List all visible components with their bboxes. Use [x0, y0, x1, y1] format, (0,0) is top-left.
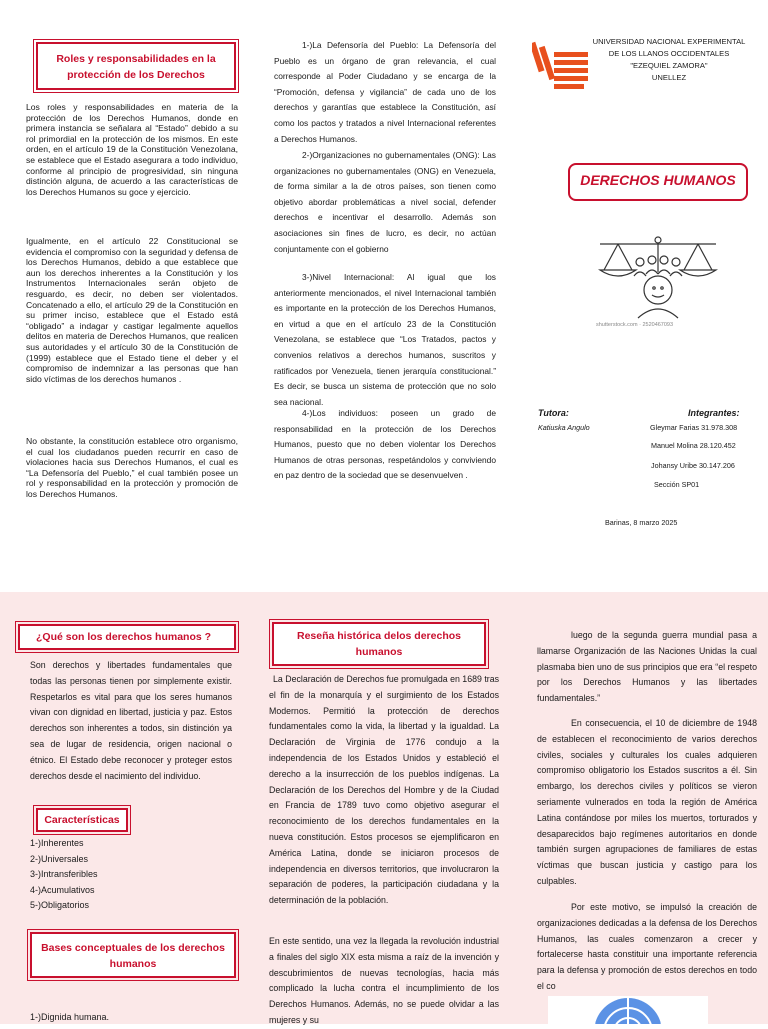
history-paragraph-3: luego de la segunda guerra mundial pasa a llamarse Organización de las Naciones Unidas la cual plasmaba bien uno de sus principios que era “el respeto por los Derechos Humanos y las libertades fundamentales.”	[537, 630, 757, 704]
roles-paragraph-3: No obstante, la constitución establece otro organismo, el cual los ciudadanos pueden recurrir en caso de violaciones hacia sus Derechos Humanos, el cual es “La Defensoría del Pueblo,” el cual también posee un rol y responsabilidad en la protección y promoción de los Derechos Humanos.	[26, 436, 238, 499]
university-header	[578, 36, 760, 84]
cover-title-box	[568, 163, 748, 201]
history-paragraph-1: La Declaración de Derechos fue promulgada en 1689 tras el fin de la monarquía y el surgimiento de los Estados Modernos. Permitió la protección de derechos fundamentales como la vida, la libertad y la igualdad. La Declaración de Virginia de 1776 condujo a la independencia de los Estados Unidos y estableció el derecho a la insurrección de los pueblos indígenas. La Declaración de los Derechos del Hombre y de la Ciudad en Francia de 1789 tuvo como objetivo asegurar el reconocimiento de los derechos fundamentales en la nueva constitución. Estos procesos se ejemplificaron en América Latina, donde se iniciaron procesos de independencia en diversos territorios, que involucraron la separación de poderes, la participación ciudadana y la determinación de la población.	[269, 674, 499, 906]
bases-first-item: 1-)Dignida humana.	[30, 1012, 110, 1022]
history-heading: Reseña histórica delos derechos humanos	[297, 630, 461, 658]
bases-heading-box	[30, 932, 236, 978]
university-line-3: "EZEQUIEL ZAMORA"	[630, 61, 708, 70]
university-line-2: DE LOS LLANOS OCCIDENTALES	[608, 49, 730, 58]
what-are-rights-heading: ¿Qué son los derechos humanos ?	[36, 631, 212, 643]
member-1: Gleymar Farias 31.978.308	[650, 423, 738, 432]
col2-paragraph-3: 3-)Nivel Internacional: Al igual que los anteriormente mencionados, el nivel Internacional también es importante en la protección de los Derechos Humanos, en virtud a que en el artículo 23 de la Constitución Venezolana, se establece que “Los Tratados, pactos y convenios relativos a derechos humanos, suscritos y ratificados por Venezuela, tienen jerarquía constitucional.” Es decir, se busca un sistema de protección que no solo sea nacional.	[274, 272, 496, 407]
col2-paragraph-4: 4-)Los individuos: poseen un grado de responsabilidad en la protección de los Derechos Humanos, puesto que no deben violentar los Derechos Humanos de otras personas, respetándolos y conviviendo en paz dentro de la sociedad que se desenvuelven .	[274, 408, 496, 481]
roles-heading: Roles y responsabilidades en la protección de los Derechos	[56, 53, 216, 81]
bases-heading: Bases conceptuales de los derechos humanos	[41, 942, 225, 970]
university-line-4: UNELLEZ	[651, 73, 687, 82]
date-line: Barinas, 8 marzo 2025	[605, 518, 678, 527]
members-label: Integrantes:	[688, 408, 740, 418]
inner-page	[0, 592, 768, 1024]
history-heading-box	[272, 622, 486, 666]
section-code: Sección SP01	[654, 480, 700, 489]
characteristic-item: 5-)Obligatorios	[30, 900, 90, 911]
characteristic-item: 3-)Intransferibles	[30, 869, 98, 880]
tutor-name: Katiuska Angulo	[538, 423, 590, 432]
image-caption: shutterstock.com · 2520467093	[596, 322, 674, 328]
un-emblem-icon	[548, 996, 708, 1024]
member-3: Johansy Uribe 30.147.206	[651, 461, 735, 470]
col2-paragraph-1: 1-)La Defensoría del Pueblo: La Defensoría del Pueblo es un órgano de gran relevancia, el cual corresponde al Poder Ciudadano y se encarga de la “Promoción, defensa y vigilancia” de cada uno de los derechos y garantías que establece la Constitución, así como los pactos y tratados a nivel Internacional referentes a Derechos Humanos.	[274, 40, 496, 144]
characteristics-list	[30, 836, 230, 914]
characteristic-item: 4-)Acumulativos	[30, 884, 95, 895]
cover-title: DERECHOS HUMANOS	[580, 172, 736, 188]
characteristics-heading: Características	[44, 814, 120, 826]
what-are-rights-heading-box	[18, 624, 236, 650]
university-line-1: UNIVERSIDAD NACIONAL EXPERIMENTAL	[592, 37, 746, 46]
roles-heading-box	[36, 42, 236, 90]
tutor-label: Tutora:	[538, 408, 569, 418]
history-paragraph-5: Por este motivo, se impulsó la creación de organizaciones dedicadas a la defensa de los Derechos Humanos, las cuales comenzaron a crecer y fortalecerse hasta constituir una importante referencia para la defensa y promoción de estos derechos en todo el co	[537, 902, 757, 991]
member-2: Manuel Molina 28.120.452	[651, 441, 736, 450]
characteristics-heading-box	[36, 808, 128, 832]
history-paragraph-2: En este sentido, una vez la llegada la revolución industrial a finales del siglo XIX esta misma a raíz de la invención y descubrimientos de nuevas tecnologías, hacia más complicado la lucha contra el incumplimiento de los Derechos Humanos. Además, no se puede olvidar a las mujeres y su	[269, 936, 499, 1025]
roles-paragraph-1: Los roles y responsabilidades en materia de la protección de los Derechos Humanos, donde en primera instancia se señalara al “Estado” debido a su rol primordial en la protección de los mismos. En este orden, en el artículo 19 de la Constitución Venezolana, se establece que el Estado asegurara a todo individuo, conforme al principio de progresividad, sin ninguna distinción alguna, de acuerdo a las características de los Derechos Humanos su goce y ejercicio.	[26, 102, 238, 197]
what-are-rights-paragraph: Son derechos y libertades fundamentales que todas las personas tienen por simplemente existir. Respetarlos es vital para que los seres humanos vivan con dignidad en libertad, justicia y paz. Estos derechos son inherentes a todos, sin distinción ya sea de lugar de residencia, origen nacional o étnico. El Estado debe reconocer y proteger estos derechos desde el nacimiento del individuo.	[30, 660, 232, 781]
col2-paragraph-2: 2-)Organizaciones no gubernamentales (ONG): Las organizaciones no gubernamentales (ONG) en Venezuela, de forma similar a la de otros países, son tienen como objetivo abordar problemáticas a nivel social, defender derechos e incentivar el desarrollo. Además son asociaciones sin fines de lucro, es decir, no actúan conjuntamente con el gobierno	[274, 150, 496, 254]
characteristic-item: 1-)Inherentes	[30, 838, 84, 848]
history-paragraph-4: En consecuencia, el 10 de diciembre de 1948 de establecen el reconocimiento de varios derechos civiles, sociales y culturales los cuales adquieren compromiso obligatorio los Estados suscritos a él. Sin embargo, los derechos civiles y políticos se vieron seriamente vulnerados en toda la región de América Latina contándose por miles los muertos, torturados y desaparecidos bajo regímenes autoritarios en donde también surgen agrupaciones de familiares de estas víctimas que buscan justicia y castigo para los culpables.	[537, 718, 757, 886]
justice-scale-icon	[588, 232, 728, 320]
roles-paragraph-2: Igualmente, en el artículo 22 Constitucional se evidencia el compromiso con la seguridad y defensa de los Derechos Humanos, debido a que establece que aun los derechos inherentes a la Constitución y los Instrumentos Internacionales serán objeto de resguardo, es decir, no deben ser violentados. Concatenado a ello, el artículo 29 de la Constitución en su primer inciso, establece que el Estado está “obligado” a indagar y castigar legalmente aquellos delitos en materia de Derechos Humanos, que realicen sus autoridades y el artículo 30 de la Constitución de (1999) establece que el Estado tiene el deber y el compromiso de indemnizar a las personas que han sido víctimas de los derechos humanos .	[26, 236, 238, 384]
characteristic-item: 2-)Universales	[30, 853, 89, 864]
